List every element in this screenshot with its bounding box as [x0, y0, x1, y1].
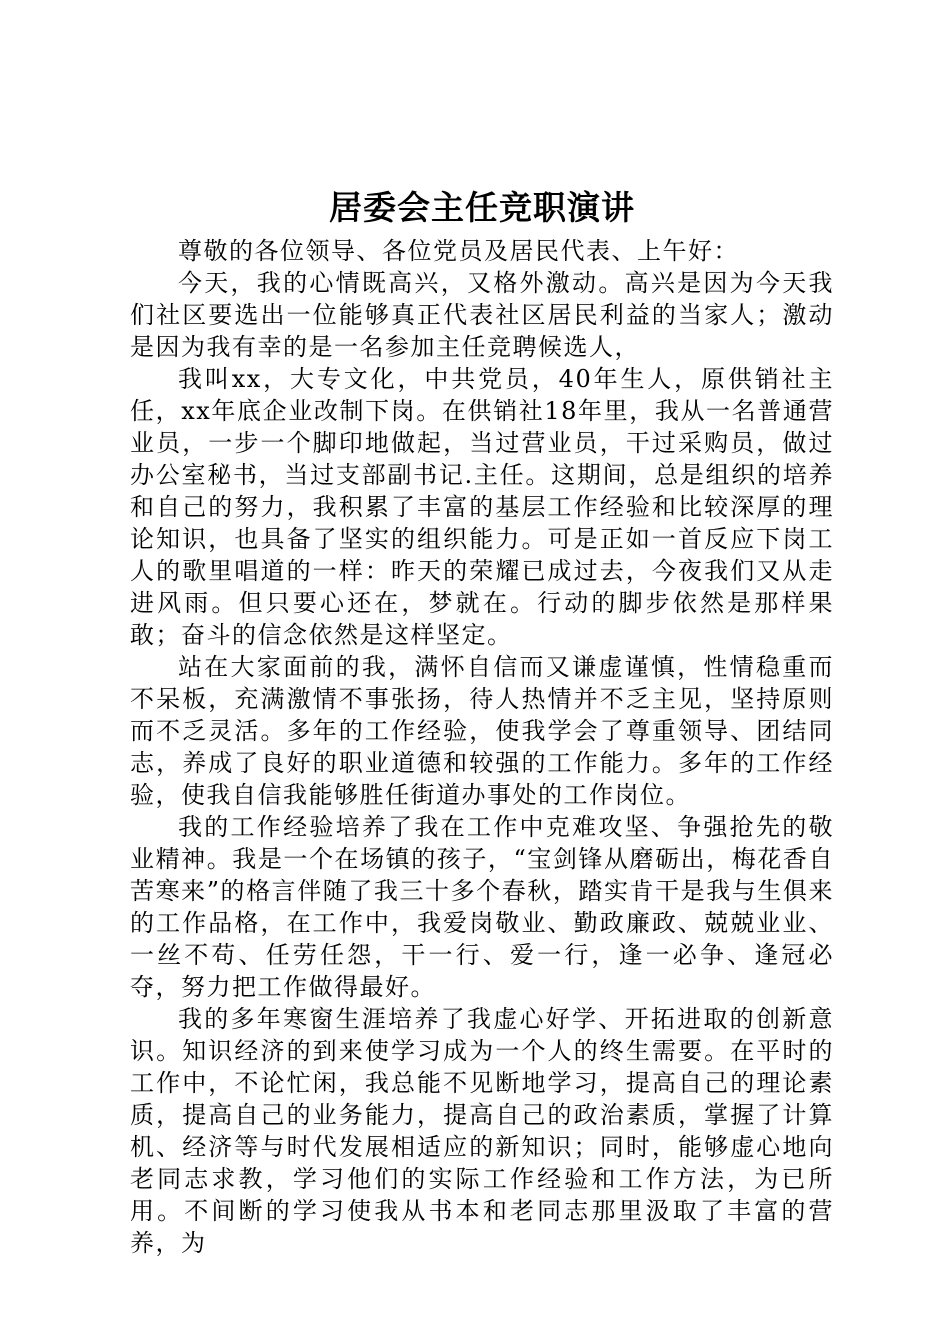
paragraph-opening: 今天，我的心情既高兴，又格外激动。高兴是因为今天我们社区要选出一位能够真正代表社区居民利益的当家人；激动是因为我有幸的是一名参加主任竞聘候选人， — [130, 269, 834, 361]
paragraph-character: 站在大家面前的我，满怀自信而又谦虚谨慎，性情稳重而不呆板，充满激情不事张扬，待人热情并不乏主见，坚持原则而不乏灵活。多年的工作经验，使我学会了尊重领导、团结同志，养成了良好的职业道德和较强的工作能力。多年的工作经验，使我自信我能够胜任街道办事处的工作岗位。 — [130, 653, 834, 809]
paragraph-work-spirit: 我的工作经验培养了我在工作中克难攻坚、争强抢先的敬业精神。我是一个在场镇的孩子，“宝剑锋从磨砺出，梅花香自苦寒来”的格言伴随了我三十多个春秋，踏实肯干是我与生俱来的工作品格，在工作中，我爱岗敬业、勤政廉政、兢兢业业、一丝不苟、任劳任怨，干一行、爱一行，逢一必争、逢冠必夺，努力把工作做得最好。 — [130, 813, 834, 1001]
paragraph-background: 我叫xx，大专文化，中共党员，40年生人，原供销社主任，xx年底企业改制下岗。在供销社18年里，我从一名普通营业员，一步一个脚印地做起，当过营业员，干过采购员，做过办公室秘书，当过支部副书记.主任。这期间，总是组织的培养和自己的努力，我积累了丰富的基层工作经验和比较深厚的理论知识，也具备了坚实的组织能力。可是正如一首反应下岗工人的歌里唱道的一样：昨天的荣耀已成过去，今夜我们又从走进风雨。但只要心还在，梦就在。行动的脚步依然是那样果敢；奋斗的信念依然是这样坚定。 — [130, 365, 834, 649]
paragraph-learning: 我的多年寒窗生涯培养了我虚心好学、开拓进取的创新意识。知识经济的到来使学习成为一个人的终生需要。在平时的工作中，不论忙闲，我总能不见断地学习，提高自己的理论素质，提高自己的业务能力，提高自己的政治素质，掌握了计算机、经济等与时代发展相适应的新知识；同时，能够虚心地向老同志求教，学习他们的实际工作经验和工作方法，为已所用。不间断的学习使我从书本和老同志那里汲取了丰富的营养，为 — [130, 1005, 834, 1257]
document-title: 居委会主任竞职演讲 — [329, 188, 635, 227]
document-page — [130, 185, 834, 1259]
document-body — [130, 235, 834, 1259]
paragraph-greeting: 尊敬的各位领导、各位党员及居民代表、上午好： — [178, 237, 739, 265]
